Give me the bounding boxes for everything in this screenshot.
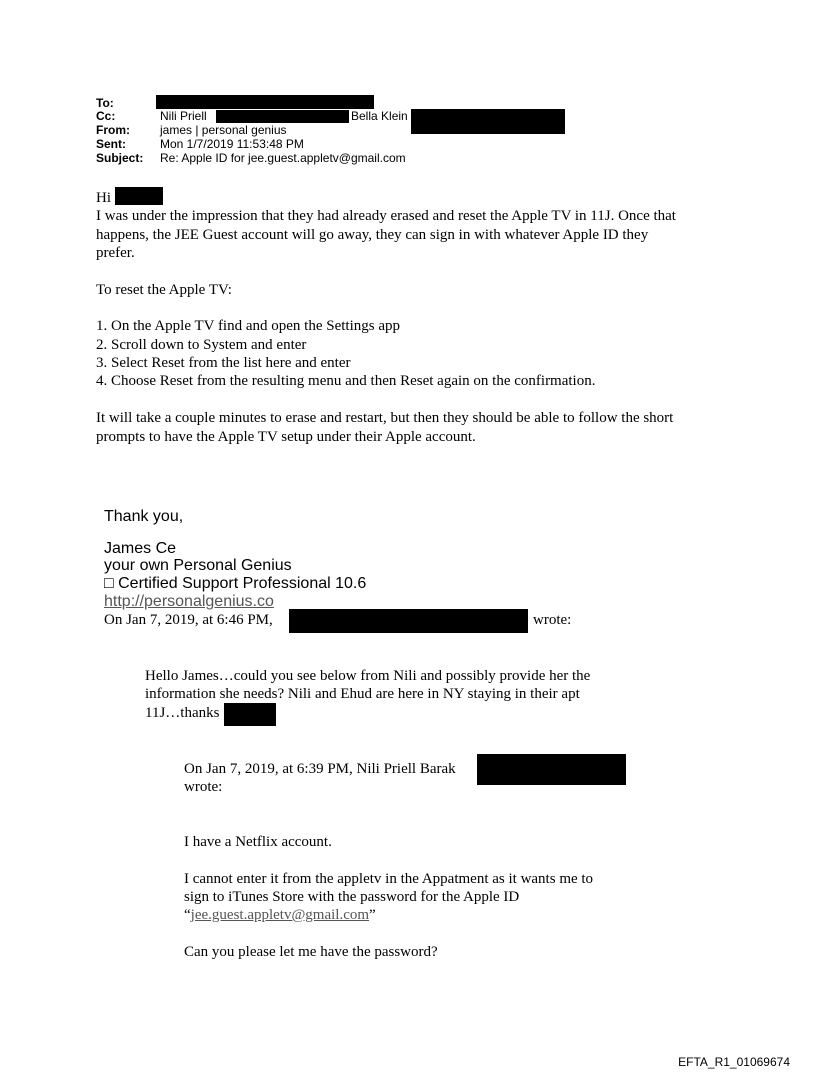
redaction-block <box>411 109 565 134</box>
open-quote: “ <box>184 907 191 923</box>
redaction-block <box>156 95 374 109</box>
quote-line: I have a Netflix account. <box>184 834 332 850</box>
quote-attribution-end: wrote: <box>533 612 572 628</box>
signature-link[interactable]: http://personalgenius.co <box>104 593 274 610</box>
sent-value: Mon 1/7/2019 11:53:48 PM <box>160 137 304 151</box>
cc-recipient-1: Nili Priell <box>160 109 207 123</box>
redaction-block <box>289 609 528 633</box>
email-link[interactable]: jee.guest.appletv@gmail.com <box>190 907 370 923</box>
sent-label: Sent: <box>96 137 126 151</box>
redaction-block <box>477 754 626 785</box>
quote-line: Hello James…could you see below from Nili and possibly provide her the <box>145 668 591 684</box>
quote-line: I cannot enter it from the appletv in the Appatment as it wants me to <box>184 871 594 887</box>
paragraph-line: I was under the impression that they had already erased and reset the Apple TV in 11J. Once that <box>96 208 676 224</box>
to-label: To: <box>96 96 114 110</box>
quote-line: information she needs? Nili and Ehud are here in NY staying in their apt <box>145 686 580 702</box>
step-item: 4. Choose Reset from the resulting menu and then Reset again on the confirmation. <box>96 373 596 389</box>
paragraph-line: It will take a couple minutes to erase and restart, but then they should be able to follow the short <box>96 410 674 426</box>
quote-email-line <box>184 907 376 924</box>
step-item: 1. On the Apple TV find and open the Settings app <box>96 318 400 334</box>
redaction-block <box>216 110 349 123</box>
close-quote: ” <box>369 907 376 923</box>
quote-attribution: On Jan 7, 2019, at 6:39 PM, Nili Priell Barak <box>184 761 456 777</box>
steps-intro: To reset the Apple TV: <box>96 282 232 298</box>
signature-name: James Ce <box>104 540 177 557</box>
quote-line: sign to iTunes Store with the password for the Apple ID <box>184 889 520 905</box>
redaction-block <box>224 703 276 726</box>
cc-recipient-2: Bella Klein <box>351 109 408 123</box>
greeting: Hi <box>96 190 111 206</box>
paragraph-line: prefer. <box>96 245 135 261</box>
subject-value: Re: Apple ID for jee.guest.appletv@gmail.com <box>160 151 406 165</box>
cc-label: Cc: <box>96 109 116 123</box>
from-label: From: <box>96 123 130 137</box>
paragraph-line: prompts to have the Apple TV setup under their Apple account. <box>96 429 476 445</box>
signature-tagline: your own Personal Genius <box>104 557 292 574</box>
quote-attribution-end: wrote: <box>184 779 223 795</box>
step-item: 2. Scroll down to System and enter <box>96 337 307 353</box>
document-id: EFTA_R1_01069674 <box>678 1055 790 1069</box>
quote-line: 11J…thanks <box>145 705 220 721</box>
quote-line: Can you please let me have the password? <box>184 944 438 960</box>
from-value: james | personal genius <box>160 123 287 137</box>
quote-attribution: On Jan 7, 2019, at 6:46 PM, <box>104 612 273 628</box>
signature-cert: □ Certified Support Professional 10.6 <box>104 575 367 592</box>
sign-off: Thank you, <box>104 508 184 525</box>
redaction-block <box>115 187 163 205</box>
subject-label: Subject: <box>96 151 144 165</box>
step-item: 3. Select Reset from the list here and enter <box>96 355 351 371</box>
paragraph-line: happens, the JEE Guest account will go away, they can sign in with whatever Apple ID they <box>96 227 649 243</box>
